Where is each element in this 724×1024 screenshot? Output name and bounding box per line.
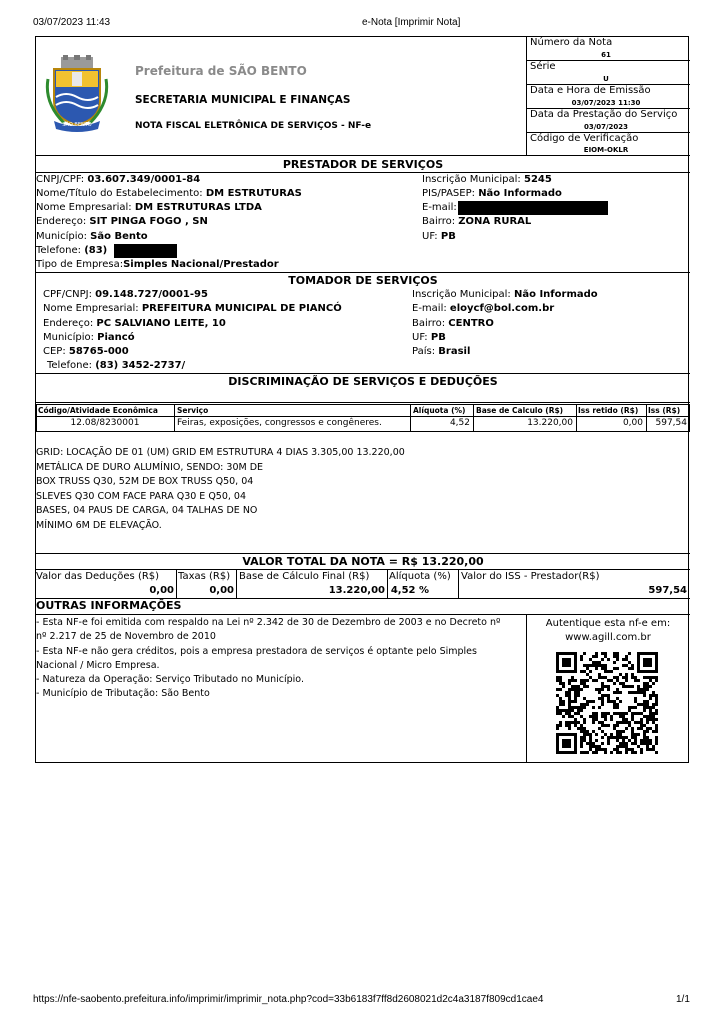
qr-code-icon — [556, 652, 658, 754]
tomador-bairro: Bairro: CENTRO — [412, 318, 494, 329]
cell-aliquota: 4,52 — [449, 418, 470, 428]
valor-total: VALOR TOTAL DA NOTA = R$ 13.220,00 — [242, 555, 484, 568]
tomador-municipio: Município: Piancó — [43, 332, 135, 343]
prestador-nome: Nome/Título do Estabelecimento: DM ESTRUTURAS — [36, 188, 302, 199]
numero-label: Número da Nota — [530, 37, 613, 48]
verificacao-value: EIOM-OKLR — [583, 146, 629, 154]
outras-info-text: - Esta NF-e foi emitida com respaldo na Lei nº 2.342 de 30 de Dezembro de 2003 e no Decreto nº nº 2.217 de 25 de Novembro de 2010 - Esta NF-e não gera créditos, pois a empresa prestadora de serviços é optante pelo Simples Nacional / Micro Empresa. - Natureza da Operação: Serviço Tributado no Município. - Município de Tributação: São Bento — [36, 617, 501, 700]
secretaria-name: SECRETARIA MUNICIPAL E FINANÇAS — [135, 94, 351, 106]
col-header-aliquota: Alíquota (%) — [413, 406, 466, 415]
deducoes-value: 0,00 — [149, 585, 174, 596]
col-header-iss-retido: Iss retido (R$) — [578, 406, 639, 415]
tomador-pais: País: Brasil — [412, 346, 471, 357]
deducoes-label: Valor das Deduções (R$) — [36, 571, 160, 582]
prestador-telefone: Telefone: (83) — [36, 245, 108, 256]
tomador-inscricao: Inscrição Municipal: Não Informado — [412, 289, 598, 300]
prestador-pis: PIS/PASEP: Não Informado — [422, 188, 562, 199]
numero-value: 61 — [601, 51, 611, 59]
col-header-servico: Serviço — [177, 406, 209, 415]
aliquota-label: Alíquota (%) — [389, 571, 451, 582]
autentique-text: Autentique esta nf-e em: — [545, 618, 671, 629]
prestador-cnpj: CNPJ/CPF: 03.607.349/0001-84 — [36, 174, 201, 185]
prestador-empresarial: Nome Empresarial: DM ESTRUTURAS LTDA — [36, 202, 262, 213]
emissao-value: 03/07/2023 11:30 — [571, 99, 641, 107]
tomador-section-title: TOMADOR DE SERVIÇOS — [288, 274, 438, 287]
tomador-email: E-mail: eloycf@bol.com.br — [412, 303, 555, 314]
tomador-telefone: Telefone: (83) 3452-2737/ — [47, 360, 186, 371]
prestador-endereco: Endereço: SIT PINGA FOGO , SN — [36, 216, 208, 227]
prestador-municipio: Município: São Bento — [36, 231, 148, 242]
print-url: https://nfe-saobento.prefeitura.info/imprimir/imprimir_nota.php?cod=33b6183f7ff8d2608021d2c4a3187f809cd1cae4 — [33, 994, 544, 1005]
cell-iss-retido: 0,00 — [622, 418, 643, 428]
aliquota-value: 4,52 % — [390, 585, 429, 596]
document-title: NOTA FISCAL ELETRÔNICA DE SERVIÇOS - NF-e — [135, 121, 372, 131]
col-header-iss: Iss (R$) — [648, 406, 681, 415]
tomador-uf: UF: PB — [412, 332, 446, 343]
services-table — [36, 404, 690, 432]
autentique-url[interactable]: www.agill.com.br — [565, 632, 651, 643]
cell-servico: Feiras, exposições, congressos e congêneres. — [177, 418, 382, 428]
print-title: e-Nota [Imprimir Nota] — [362, 17, 461, 28]
prestador-section-title: PRESTADOR DE SERVIÇOS — [282, 158, 444, 171]
col-header-base: Base de Calculo (R$) — [476, 406, 564, 415]
prestacao-label: Data da Prestação do Serviço — [530, 109, 678, 120]
taxas-label: Taxas (R$) — [178, 571, 231, 582]
cell-iss: 597,54 — [655, 418, 687, 428]
taxas-value: 0,00 — [209, 585, 234, 596]
tomador-cep: CEP: 58765-000 — [43, 346, 129, 357]
serie-value: U — [603, 75, 609, 83]
print-datetime: 03/07/2023 11:43 — [33, 17, 111, 28]
verificacao-label: Código de Verificação — [530, 133, 639, 144]
prestador-inscricao: Inscrição Municipal: 5245 — [422, 174, 552, 185]
city-crest-logo — [44, 55, 110, 135]
print-page-number: 1/1 — [676, 994, 690, 1005]
iss-prestador-value: 597,54 — [648, 585, 687, 596]
col-header-codigo: Código/Atividade Econômica — [38, 406, 158, 415]
crest-ribbon-text: SÃO BENTO — [62, 122, 92, 128]
iss-prestador-label: Valor do ISS - Prestador(R$) — [461, 571, 600, 582]
prestador-tipo: Tipo de Empresa:Simples Nacional/Prestador — [36, 259, 279, 270]
tomador-empresarial: Nome Empresarial: PREFEITURA MUNICIPAL DE PIANCÓ — [43, 303, 342, 314]
cell-codigo: 12.08/8230001 — [70, 418, 140, 428]
emissao-label: Data e Hora de Emissão — [530, 85, 651, 96]
base-final-label: Base de Cálculo Final (R$) — [239, 571, 370, 582]
redacted-phone — [114, 244, 177, 258]
outras-info-title: OUTRAS INFORMAÇÕES — [36, 599, 182, 612]
base-final-value: 13.220,00 — [328, 585, 385, 596]
tomador-cpf: CPF/CNPJ: 09.148.727/0001-95 — [43, 289, 208, 300]
cell-base: 13.220,00 — [527, 418, 573, 428]
serie-label: Série — [530, 61, 556, 72]
tomador-endereco: Endereço: PC SALVIANO LEITE, 10 — [43, 318, 226, 329]
prestador-uf: UF: PB — [422, 231, 456, 242]
service-description: GRID: LOCAÇÃO DE 01 (UM) GRID EM ESTRUTURA 4 DIAS 3.305,00 13.220,00 METÁLICA DE DURO ALUMÍNIO, SENDO: 30M DE BOX TRUSS Q30, 52M DE BOX TRUSS Q50, 04 SLEVES Q30 COM FACE PARA Q30 E Q50, 04 BASES, 04 PAUS DE CARGA, 04 TALHAS DE NO MÍNIMO 6M DE ELEVAÇÃO. — [36, 447, 405, 531]
city-name: Prefeitura de SÃO BENTO — [135, 64, 307, 78]
prestacao-value: 03/07/2023 — [583, 123, 629, 131]
prestador-bairro: Bairro: ZONA RURAL — [422, 216, 532, 227]
nfe-document — [35, 36, 689, 763]
prestador-email: E-mail: — [422, 202, 457, 213]
discriminacao-section-title: DISCRIMINAÇÃO DE SERVIÇOS E DEDUÇÕES — [228, 375, 498, 388]
redacted-email — [458, 201, 608, 215]
